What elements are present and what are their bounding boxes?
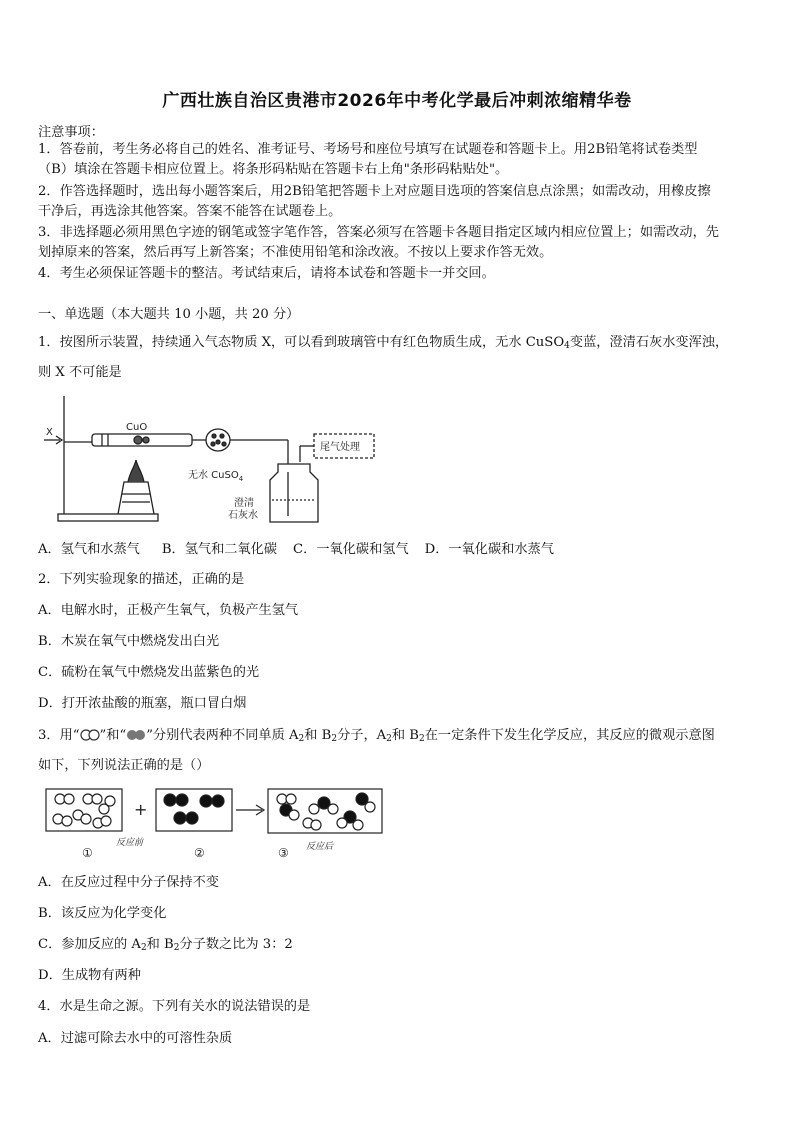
q1-stem-cont: 则 X 不可能是 bbox=[38, 365, 122, 380]
label-after: 反应后 bbox=[306, 842, 334, 852]
notice-line: 3．非选择题必须用黑色字迹的钢笔或签字笔作答，答案必须写在答题卡各题目指定区域内相应位置上；如需改动，先 bbox=[38, 225, 719, 240]
q2-option-a: A．电解水时，正极产生氧气，负极产生氢气 bbox=[38, 603, 299, 618]
notice-line: 4．考生必须保证答题卡的整洁。考试结束后，请将本试卷和答题卡一并交回。 bbox=[38, 266, 495, 281]
label-tail-gas: 尾气处理 bbox=[320, 442, 360, 453]
q1-stem: 1．按图所示装置，持续通入气态物质 X，可以看到玻璃管中有红色物质生成，无水 CuSO$_4$变蓝，澄清石灰水变浑浊， bbox=[38, 335, 729, 351]
section-heading: 一、单选题（本大题共 10 小题，共 20 分） bbox=[38, 307, 300, 322]
notice-heading: 注意事项： bbox=[38, 125, 104, 140]
notice-line: 1．答卷前，考生务必将自己的姓名、准考证号、考场号和座位号填写在试题卷和答题卡上。用2B铅笔将试卷类型 bbox=[38, 142, 698, 157]
label-3: ③ bbox=[278, 846, 289, 860]
q2-option-c: C．硫粉在氧气中燃烧发出蓝紫色的光 bbox=[38, 665, 260, 680]
plus-sign: + bbox=[134, 800, 148, 819]
q3-stem: 3．用“ ”和“ ”分别代表两种不同单质 $A_2$和 $B_2$分子，$A_2$和 $B_2$在一定条件下发生化学反应，其反应的微观示意图 bbox=[38, 728, 715, 744]
filled-pair-icon bbox=[126, 729, 146, 741]
q3-option-c: C．参加反应的 $A_2$和 $B_2$分子数之比为 3：2 bbox=[38, 937, 293, 953]
open-pair-icon bbox=[80, 729, 100, 741]
q3-stem-cont: 如下，下列说法正确的是（） bbox=[38, 758, 210, 773]
label-2: ② bbox=[194, 846, 205, 860]
q1-apparatus-figure bbox=[38, 390, 378, 530]
q1-option-c: C．一氧化碳和氢气 bbox=[293, 542, 409, 557]
q2-stem: 2．下列实验现象的描述，正确的是 bbox=[38, 572, 245, 587]
notice-line: （B）填涂在答题卡相应位置上。将条形码粘贴在答题卡右上角"条形码粘贴处"。 bbox=[38, 162, 509, 177]
q3-option-d: D．生成物有两种 bbox=[38, 968, 141, 983]
q3-option-a: A．在反应过程中分子保持不变 bbox=[38, 875, 219, 890]
label-cuo: CuO bbox=[126, 422, 148, 433]
q3-option-b: B．该反应为化学变化 bbox=[38, 906, 167, 921]
notice-line: 2．作答选择题时，选出每小题答案后，用2B铅笔把答题卡上对应题目选项的答案信息点涂黑；如需改动，用橡皮擦 bbox=[38, 184, 711, 199]
q1-option-b: B．氢气和二氧化碳 bbox=[161, 542, 278, 557]
label-limewater-2: 石灰水 bbox=[228, 510, 258, 521]
q4-stem: 4．水是生命之源。下列有关水的说法错误的是 bbox=[38, 999, 311, 1014]
label-cuso4: 无水 CuSO$_4$ bbox=[188, 470, 244, 483]
q1-options bbox=[38, 541, 554, 559]
notice-line: 划掉原来的答案，然后再写上新答案；不准使用铅笔和涂改液。不按以上要求作答无效。 bbox=[38, 245, 553, 260]
label-before: 反应前 bbox=[116, 838, 144, 848]
label-1: ① bbox=[82, 846, 93, 860]
notice-line: 干净后，再选涂其他答案。答案不能答在试题卷上。 bbox=[38, 204, 342, 219]
q1-option-d: D．一氧化碳和水蒸气 bbox=[424, 542, 554, 557]
q1-option-a: A．氢气和水蒸气 bbox=[38, 542, 140, 557]
label-x: X bbox=[46, 427, 53, 438]
q3-reaction-figure bbox=[44, 785, 394, 865]
q4-option-a: A．过滤可除去水中的可溶性杂质 bbox=[38, 1031, 233, 1046]
label-limewater-1: 澄清 bbox=[234, 498, 254, 509]
page-title: 广西壮族自治区贵港市2026年中考化学最后冲刺浓缩精华卷 bbox=[162, 91, 632, 111]
q2-option-d: D．打开浓盐酸的瓶塞，瓶口冒白烟 bbox=[38, 696, 247, 711]
q2-option-b: B．木炭在氧气中燃烧发出白光 bbox=[38, 634, 220, 649]
